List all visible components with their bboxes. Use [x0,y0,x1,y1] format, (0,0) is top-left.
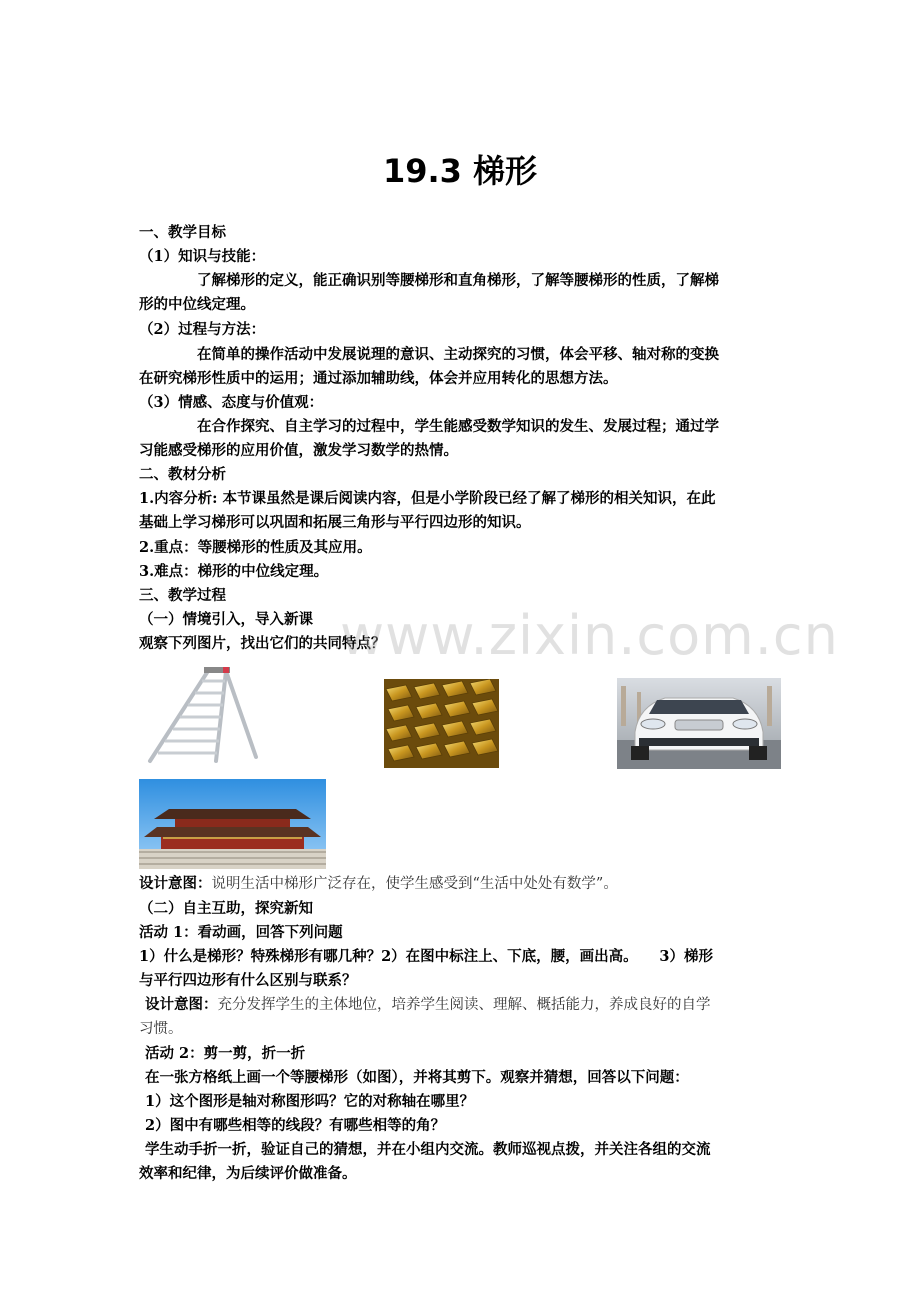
paragraph-line: 在研究梯形性质中的运用；通过添加辅助线，体会并应用转化的思想方法。 [139,370,618,387]
design-intent-label: 设计意图： [145,996,218,1013]
ladder-photo [140,665,270,767]
subsection-explore: （二）自主互助，探究新知 [139,900,313,917]
activity-1-heading: 活动 1：看动画，回答下列问题 [139,924,343,941]
subheading-process: （2）过程与方法： [139,321,266,338]
design-intent-label: 设计意图： [139,875,212,892]
gold-bars-photo [384,679,499,768]
paragraph-line: 形的中位线定理。 [139,296,255,313]
subheading-knowledge: （1）知识与技能： [139,248,266,265]
difficult-point: 3.难点：梯形的中位线定理。 [139,563,329,580]
paragraph-line: 学生动手折一折，验证自己的猜想，并在小组内交流。教师巡视点拨，并关注各组的交流 [145,1141,711,1158]
page-title: 19.3 梯形 [382,152,538,190]
paragraph-line: 习惯。 [139,1021,183,1037]
paragraph-line: 效率和纪律，为后续评价做准备。 [139,1165,357,1182]
key-point: 2.重点：等腰梯形的性质及其应用。 [139,539,372,556]
subheading-attitude: （3）情感、态度与价值观： [139,394,324,411]
paragraph-line: 在简单的操作活动中发展说理的意识、主动探究的习惯，体会平移、轴对称的变换 [197,346,719,363]
activity-2-question-2: 2）图中有哪些相等的线段？有哪些相等的角？ [145,1117,446,1134]
paragraph-line: 习能感受梯形的应用价值，激发学习数学的热情。 [139,442,458,459]
design-intent-text: 充分发挥学生的主体地位，培养学生阅读、理解、概括能力，养成良好的自学 [217,997,711,1013]
activity-1-questions: 1）什么是梯形？特殊梯形有哪几种？2）在图中标注上、下底，腰，画出高。 3）梯形 [139,948,714,965]
section-heading-goals: 一、教学目标 [139,224,226,241]
activity-2-heading: 活动 2：剪一剪，折一折 [145,1045,306,1062]
design-intent-2 [145,993,790,1017]
car-photo [617,678,781,769]
paragraph-line: 了解梯形的定义，能正确识别等腰梯形和直角梯形，了解等腰梯形的性质，了解梯 [197,272,719,289]
paragraph-line: 与平行四边形有什么区别与联系？ [139,972,357,989]
design-intent-text: 说明生活中梯形广泛存在，使学生感受到“生活中处处有数学”。 [211,876,618,892]
section-heading-analysis: 二、教材分析 [139,466,226,483]
paragraph-line: 在合作探究、自主学习的过程中，学生能感受数学知识的发生、发展过程；通过学 [197,418,719,435]
section-heading-process: 三、教学过程 [139,587,226,604]
design-intent-1 [139,872,784,896]
paragraph-line: 在一张方格纸上画一个等腰梯形（如图），并将其剪下。观察并猜想，回答以下问题： [145,1069,689,1086]
watermark: www.zixin.com.cn [340,604,839,667]
subsection-intro: （一）情境引入，导入新课 [139,611,313,628]
paragraph-line: 观察下列图片，找出它们的共同特点？ [139,635,386,652]
palace-photo [139,779,326,869]
activity-2-question-1: 1）这个图形是轴对称图形吗？它的对称轴在哪里？ [145,1093,475,1110]
paragraph-line: 1.内容分析: 本节课虽然是课后阅读内容，但是小学阶段已经了解了梯形的相关知识，在此 [139,490,716,507]
paragraph-line: 基础上学习梯形可以巩固和拓展三角形与平行四边形的知识。 [139,514,531,531]
